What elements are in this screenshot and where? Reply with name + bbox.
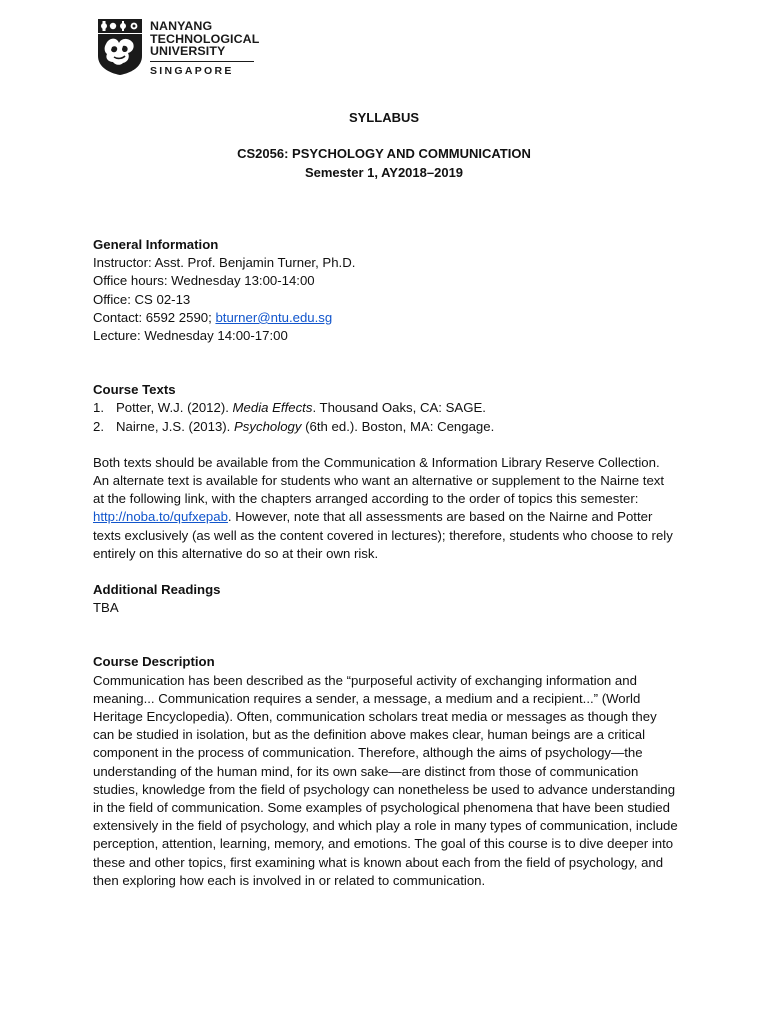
list-item [93, 418, 678, 436]
logo-line-1: NANYANG [150, 19, 213, 33]
syllabus-content [93, 236, 678, 890]
instructor-email-link[interactable]: bturner@ntu.edu.sg [215, 309, 333, 325]
citation-title: Media Effects [232, 400, 313, 416]
logo-divider [150, 61, 254, 62]
note-text: . However, note that all assessments are based on the Nairne and Potter texts exclusively (as well as the content covered in lectures); therefore, students who choose to rely entirely on this alternative do so at their own risk. [93, 509, 673, 561]
course-description-section [93, 653, 678, 890]
contact-line [93, 309, 678, 327]
list-number: 2. [93, 418, 104, 434]
citation-publisher: . Thousand Oaks, CA: SAGE. [312, 400, 486, 416]
section-heading: Course Texts [93, 382, 176, 398]
citation-publisher: (6th ed.). Boston, MA: Cengage. [301, 418, 495, 434]
lecture-line: Lecture: Wednesday 14:00-17:00 [93, 328, 288, 344]
office-line: Office: CS 02-13 [93, 291, 191, 307]
citation-author: Nairne, J.S. (2013). [116, 418, 235, 434]
logo-subtitle: SINGAPORE [150, 64, 234, 77]
contact-phone: Contact: 6592 2590; [93, 309, 216, 325]
section-heading: General Information [93, 237, 219, 252]
office-hours-line: Office hours: Wednesday 13:00-14:00 [93, 273, 315, 289]
section-heading: Course Description [93, 654, 215, 670]
instructor-line: Instructor: Asst. Prof. Benjamin Turner, Ph.D. [93, 255, 356, 271]
document-title: SYLLABUS [348, 110, 420, 125]
section-heading: Additional Readings [93, 582, 221, 598]
general-information-section [93, 236, 678, 345]
course-description-body: Communication has been described as the “purposeful activity of exchanging information and meaning... Communication requires a sender, a message, a medium and a recipient...” (World Heritage Encyclopedia). Often, communication scholars treat media or messages as though they can be studied in isolation, but as the definition above makes clear, human beings are a critical component in the process of communication. Therefore, although the aims of psychology—the understanding of the human mind, for its own sake—are distinct from those of communication studies, knowledge from the field of psychology can nonetheless be used to advance understanding in the field of communication. Some examples of psychological phenomena that have been studied extensively in the field of psychology, and which play a role in many types of communication, include perception, attention, learning, memory, and emotions. The goal of this course is to dive deeper into these and other topics, first examining what is known about each from the field of psychology, and then exploring how each is involved in or related to communication. [93, 672, 678, 888]
alternate-text-link[interactable]: http://noba.to/qufxepab [93, 509, 228, 525]
list-number: 1. [93, 400, 104, 416]
university-crest-icon [97, 18, 143, 76]
citation-author: Potter, W.J. (2012). [116, 400, 233, 416]
semester-title: Semester 1, AY2018–2019 [304, 165, 464, 180]
course-texts-list [93, 399, 678, 435]
citation-title: Psychology [234, 418, 302, 434]
university-logo [97, 18, 262, 78]
note-text: Both texts should be available from the Communication & Information Library Reserve Collection. An alternate text is available for students who want an alternative or supplement to the Nairne text at the following link, with the chapters arranged according to the order of topics this semester: [93, 454, 665, 507]
list-item [93, 399, 678, 417]
course-texts-section [93, 381, 678, 563]
additional-readings-section [93, 581, 678, 617]
logo-line-3: UNIVERSITY [150, 44, 226, 58]
logo-line-2: TECHNOLOGICAL [150, 31, 260, 46]
course-title: CS2056: PSYCHOLOGY AND COMMUNICATION [237, 146, 531, 161]
additional-readings-body: TBA [93, 600, 119, 616]
course-texts-note [93, 454, 678, 563]
